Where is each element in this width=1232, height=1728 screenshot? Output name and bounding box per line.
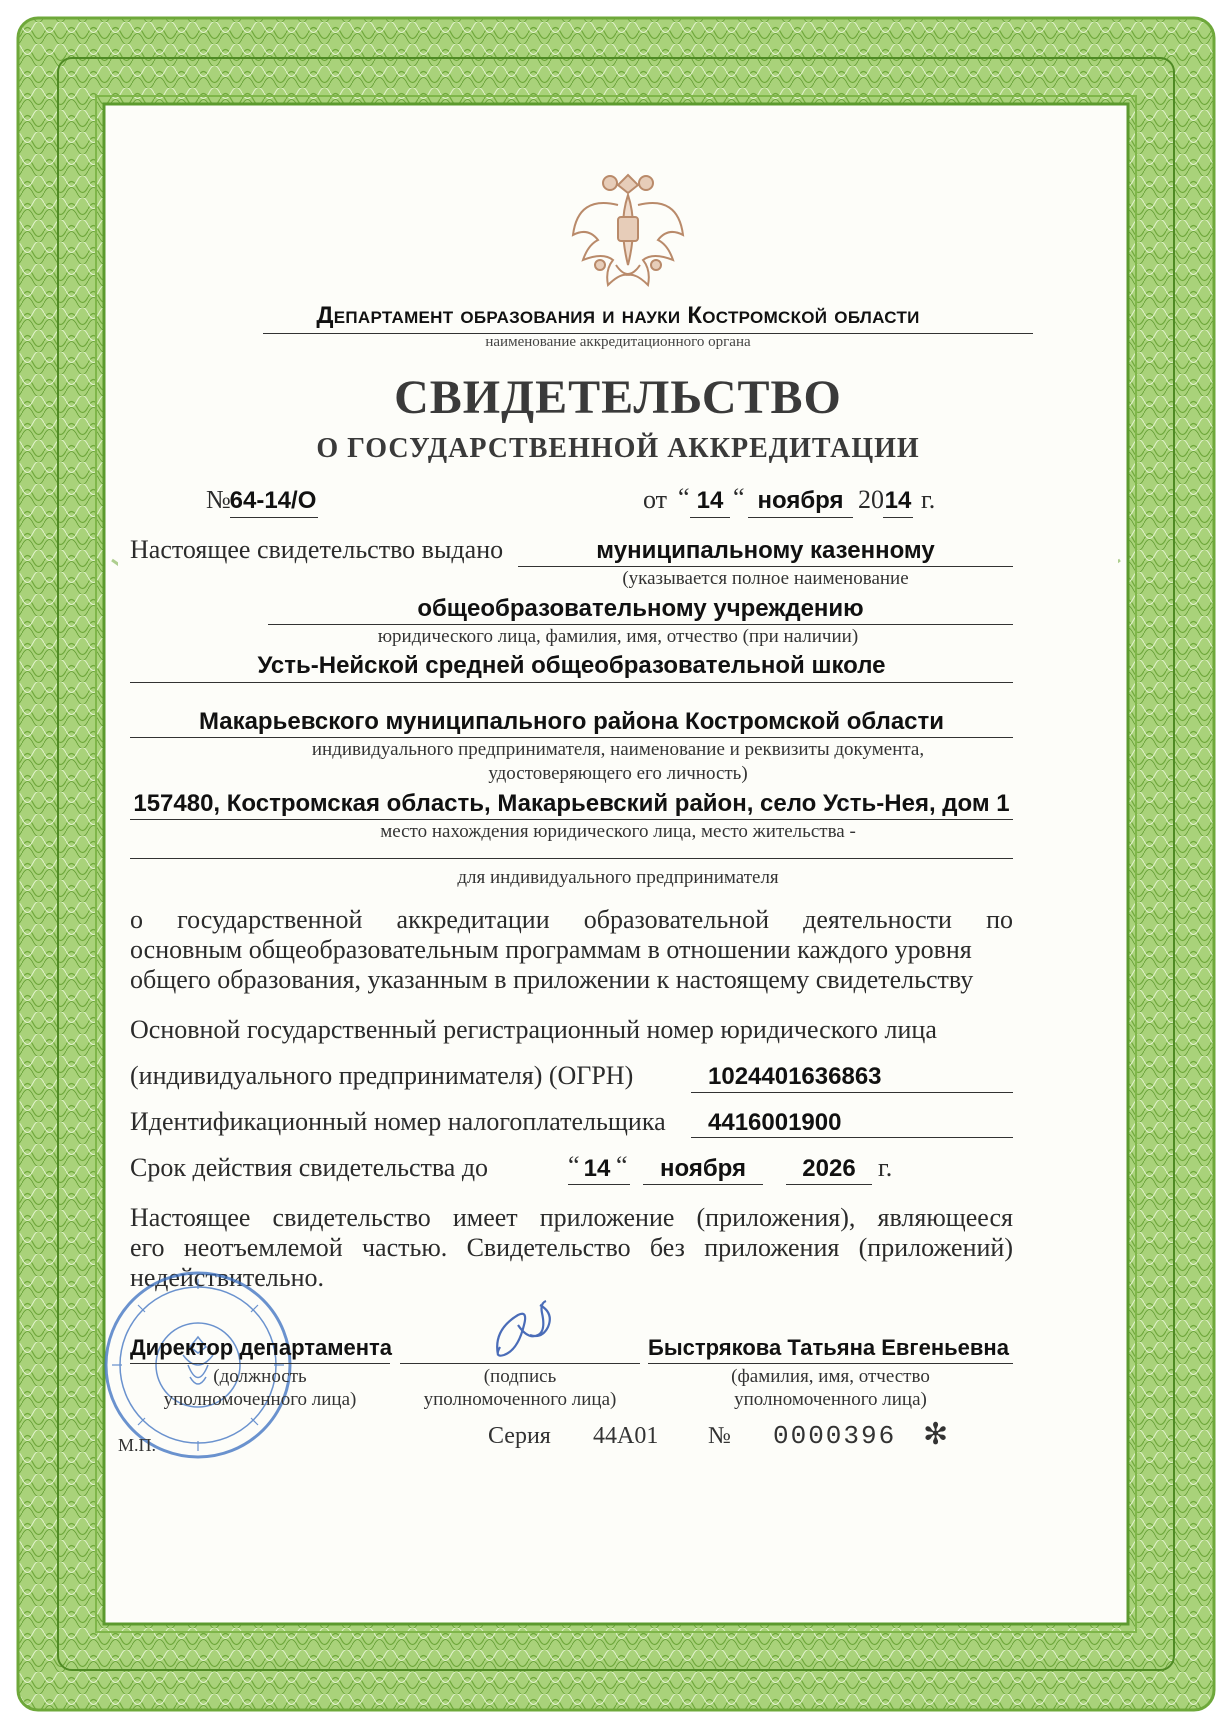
signature-caption-2: уполномоченного лица) — [423, 1389, 617, 1410]
appendix-word: свидетельство — [272, 1203, 431, 1232]
issued-hint-2: юридического лица, фамилия, имя, отчество (при наличии) — [377, 626, 859, 647]
certificate-title: СВИДЕТЕЛЬСТВО — [394, 371, 842, 424]
inn-value: 4416001900 — [708, 1109, 842, 1136]
handwritten-signature — [478, 1295, 598, 1365]
series-label: Серия — [488, 1423, 551, 1449]
signature-underline — [400, 1363, 640, 1364]
validity-close-quote: “ — [616, 1151, 628, 1180]
certificate-page — [118, 115, 1118, 1615]
appendix-word: Свидетельство — [466, 1233, 631, 1262]
issued-hint-5: место нахождения юридического лица, место жительства - — [380, 821, 856, 842]
number-underline — [230, 517, 318, 518]
issue-year-prefix: 20 — [858, 485, 884, 514]
body-word: образовательной — [583, 905, 769, 934]
address-underline — [130, 819, 1013, 820]
validity-year-underline — [786, 1184, 872, 1185]
appendix-word: являющееся — [877, 1203, 1013, 1232]
validity-label: Срок действия свидетельства до — [130, 1153, 489, 1182]
appendix-line-1 — [130, 1203, 1013, 1233]
appendix-word: частью. — [361, 1233, 448, 1262]
form-number-sign: № — [708, 1423, 731, 1449]
coat-of-arms-emblem — [558, 155, 698, 295]
issued-underline-1 — [518, 566, 1013, 567]
body-word: деятельности — [803, 905, 952, 934]
issued-label: Настоящее свидетельство выдано — [130, 535, 504, 564]
issued-value-4: Макарьевского муниципального района Костромской области — [198, 708, 945, 735]
ogrn-value: 1024401636863 — [708, 1063, 882, 1090]
name-caption-2: уполномоченного лица) — [734, 1389, 927, 1410]
appendix-word: без — [649, 1233, 685, 1262]
issue-month-underline — [748, 517, 853, 518]
name-underline — [648, 1363, 1013, 1364]
validity-day-underline — [568, 1184, 630, 1185]
position-caption-1: (должность — [213, 1366, 307, 1387]
validity-year-unit: г. — [878, 1153, 893, 1182]
appendix-word: имеет — [452, 1203, 518, 1232]
appendix-word: приложения — [704, 1233, 840, 1262]
issued-hint-3: индивидуального предпринимателя, наименование и реквизиты документа, — [311, 739, 925, 760]
body-word: государственной — [177, 905, 363, 934]
number-sign: № — [206, 485, 231, 514]
appendix-word: Настоящее — [130, 1203, 251, 1232]
issued-underline-2 — [268, 624, 1013, 625]
issued-value-1: муниципальному казенному — [596, 537, 935, 564]
series-value: 44А01 — [593, 1423, 659, 1449]
ogrn-label-1: Основной государственный регистрационный номер юридического лица — [130, 1015, 937, 1044]
certificate-number: 64-14/О — [229, 487, 317, 514]
issue-day: 14 — [696, 487, 724, 514]
inn-underline — [691, 1137, 1013, 1138]
appendix-word: приложение — [539, 1203, 675, 1232]
form-number: 0000396 — [773, 1421, 897, 1451]
appendix-word: неотъемлемой — [183, 1233, 343, 1262]
blank-underline — [130, 858, 1013, 859]
body-word: по — [986, 905, 1013, 934]
issue-year-unit: г. — [921, 485, 936, 514]
body-line-1 — [130, 905, 1013, 935]
appendix-line-2 — [130, 1233, 1013, 1263]
issue-year-underline — [883, 517, 913, 518]
ogrn-underline — [691, 1092, 1013, 1093]
signatory-name: Быстрякова Татьяна Евгеньевна — [648, 1335, 1009, 1360]
issued-hint-6: для индивидуального предпринимателя — [457, 867, 779, 888]
certificate-subtitle: О ГОСУДАРСТВЕННОЙ АККРЕДИТАЦИИ — [316, 433, 920, 464]
signature-caption-1: (подпись — [483, 1366, 557, 1387]
appendix-word: (приложений) — [858, 1233, 1013, 1262]
validity-open-quote: “ — [568, 1151, 580, 1180]
close-quote: “ — [733, 483, 745, 512]
issued-underline-3 — [130, 682, 1013, 683]
issued-underline-4 — [130, 737, 1013, 738]
appendix-line-3: недействительно. — [130, 1263, 325, 1292]
ogrn-label-2: (индивидуального предпринимателя) (ОГРН) — [130, 1061, 634, 1090]
position-underline — [130, 1363, 390, 1364]
validity-month-underline — [643, 1184, 763, 1185]
appendix-word: (приложения), — [696, 1203, 856, 1232]
authority-caption: наименование аккредитационного органа — [485, 334, 751, 350]
issue-day-underline — [690, 517, 730, 518]
validity-day: 14 — [583, 1155, 611, 1182]
name-caption-1: (фамилия, имя, отчество — [731, 1366, 930, 1387]
position-caption-2: уполномоченного лица) — [163, 1389, 357, 1410]
appendix-word: его — [130, 1233, 165, 1262]
body-line-2: основным общеобразовательным программам в отношении каждого уровня — [130, 935, 972, 964]
inn-label: Идентификационный номер налогоплательщика — [130, 1107, 666, 1136]
issued-value-2: общеобразовательному учреждению — [417, 595, 864, 622]
issue-year-suffix: 14 — [884, 487, 912, 514]
issue-month: ноября — [757, 487, 844, 514]
stamp-place-mark: М.П. — [118, 1435, 157, 1455]
body-word: о — [130, 905, 143, 934]
signatory-position: Директор департамента — [130, 1335, 393, 1360]
star-mark: ✻ — [923, 1417, 949, 1452]
validity-month: ноября — [659, 1155, 746, 1182]
issued-address: 157480, Костромская область, Макарьевский район, село Усть-Нея, дом 1 — [133, 790, 1010, 817]
validity-year: 2026 — [802, 1155, 856, 1182]
issued-value-3: Усть-Нейской средней общеобразовательной школе — [257, 652, 886, 679]
open-quote: “ — [678, 483, 690, 512]
body-line-3: общего образования, указанным в приложении к настоящему свидетельству — [130, 965, 974, 994]
date-from-label: от — [643, 485, 668, 514]
authority-name: Департамент образования и науки Костромской области — [316, 302, 920, 329]
body-word: аккредитации — [396, 905, 550, 934]
issued-hint-4: удостоверяющего его личность) — [488, 763, 748, 784]
issued-hint-1: (указывается полное наименование — [622, 568, 909, 589]
